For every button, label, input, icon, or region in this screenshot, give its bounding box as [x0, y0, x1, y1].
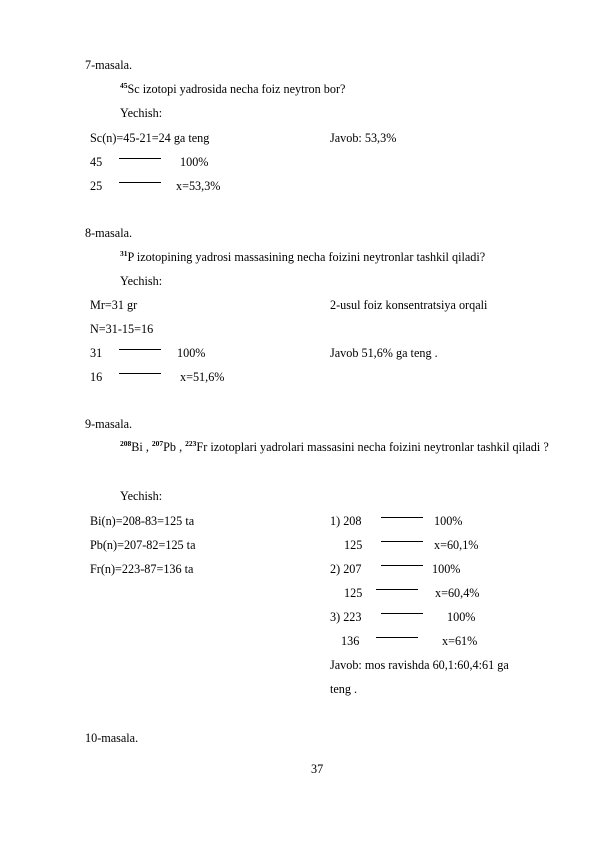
proportion-left: 16	[90, 370, 103, 384]
solution-heading: Yechish:	[120, 274, 163, 288]
page-number: 37	[311, 762, 324, 776]
problem-7-question	[120, 82, 345, 96]
problem-10-title: 10-masala.	[85, 731, 139, 745]
proportion-dash	[119, 349, 161, 350]
element-symbol: Pb	[163, 440, 177, 454]
separator: ,	[176, 440, 186, 454]
solution-heading: Yechish:	[120, 489, 163, 503]
bi-neutron-line: Bi(n)=208-83=125 ta	[90, 514, 195, 528]
question-text: Sc izotopi yadrosida necha foiz neytron bor?	[127, 82, 346, 96]
problem-9-question	[85, 436, 550, 458]
proportion-right: x=53,3%	[176, 179, 221, 193]
separator: ,	[142, 440, 152, 454]
proportion-left: 3) 223	[330, 610, 362, 624]
proportion-right: 100%	[447, 610, 476, 624]
proportion-right: 100%	[434, 514, 463, 528]
problem-8-question	[120, 250, 485, 264]
pb-neutron-line: Pb(n)=207-82=125 ta	[90, 538, 196, 552]
isotope-mass-number: 207	[151, 438, 164, 448]
proportion-dash	[381, 541, 423, 542]
answer-line: Javob: 53,3%	[330, 131, 397, 145]
isotope-mass-number: 31	[120, 248, 128, 258]
proportion-right: 100%	[180, 155, 209, 169]
proportion-left: 31	[90, 346, 103, 360]
proportion-right: x=51,6%	[180, 370, 225, 384]
method-line: 2-usul foiz konsentratsiya orqali	[330, 298, 488, 312]
proportion-dash	[119, 373, 161, 374]
answer-line: Javob 51,6% ga teng .	[330, 346, 438, 360]
element-symbol: Bi	[131, 440, 143, 454]
problem-8-title: 8-masala.	[85, 226, 133, 240]
question-text: izotoplari yadrolari massasini necha foizini neytronlar tashkil qiladi ?	[207, 440, 549, 454]
neutron-count-line: Sc(n)=45-21=24 ga teng	[90, 131, 210, 145]
proportion-right: 100%	[177, 346, 206, 360]
proportion-left: 25	[90, 179, 103, 193]
question-text: P izotopining yadrosi massasining necha foizini neytronlar tashkil qiladi?	[127, 250, 486, 264]
proportion-left: 2) 207	[330, 562, 362, 576]
isotope-mass-number: 45	[120, 80, 128, 90]
proportion-dash	[119, 158, 161, 159]
problem-7-title: 7-masala.	[85, 58, 133, 72]
isotope-mass-number: 223	[185, 438, 197, 448]
proportion-right: x=60,4%	[435, 586, 480, 600]
proportion-left: 125	[344, 538, 363, 552]
proportion-right: x=60,1%	[434, 538, 479, 552]
proportion-dash	[381, 565, 423, 566]
element-symbol: Fr	[196, 440, 208, 454]
proportion-right: x=61%	[442, 634, 478, 648]
proportion-dash	[376, 589, 418, 590]
proportion-left: 45	[90, 155, 103, 169]
molar-mass-line: Mr=31 gr	[90, 298, 138, 312]
answer-line: Javob: mos ravishda 60,1:60,4:61 ga	[330, 658, 509, 672]
solution-heading: Yechish:	[120, 106, 163, 120]
isotope-mass-number: 208	[120, 438, 132, 448]
problem-9-title: 9-masala.	[85, 417, 133, 431]
proportion-dash	[376, 637, 418, 638]
proportion-left: 1) 208	[330, 514, 362, 528]
neutron-count-line: N=31-15=16	[90, 322, 154, 336]
fr-neutron-line: Fr(n)=223-87=136 ta	[90, 562, 194, 576]
proportion-left: 136	[341, 634, 360, 648]
answer-line-continued: teng .	[330, 682, 358, 696]
proportion-dash	[381, 613, 423, 614]
proportion-dash	[381, 517, 423, 518]
proportion-right: 100%	[432, 562, 461, 576]
proportion-dash	[119, 182, 161, 183]
proportion-left: 125	[344, 586, 363, 600]
